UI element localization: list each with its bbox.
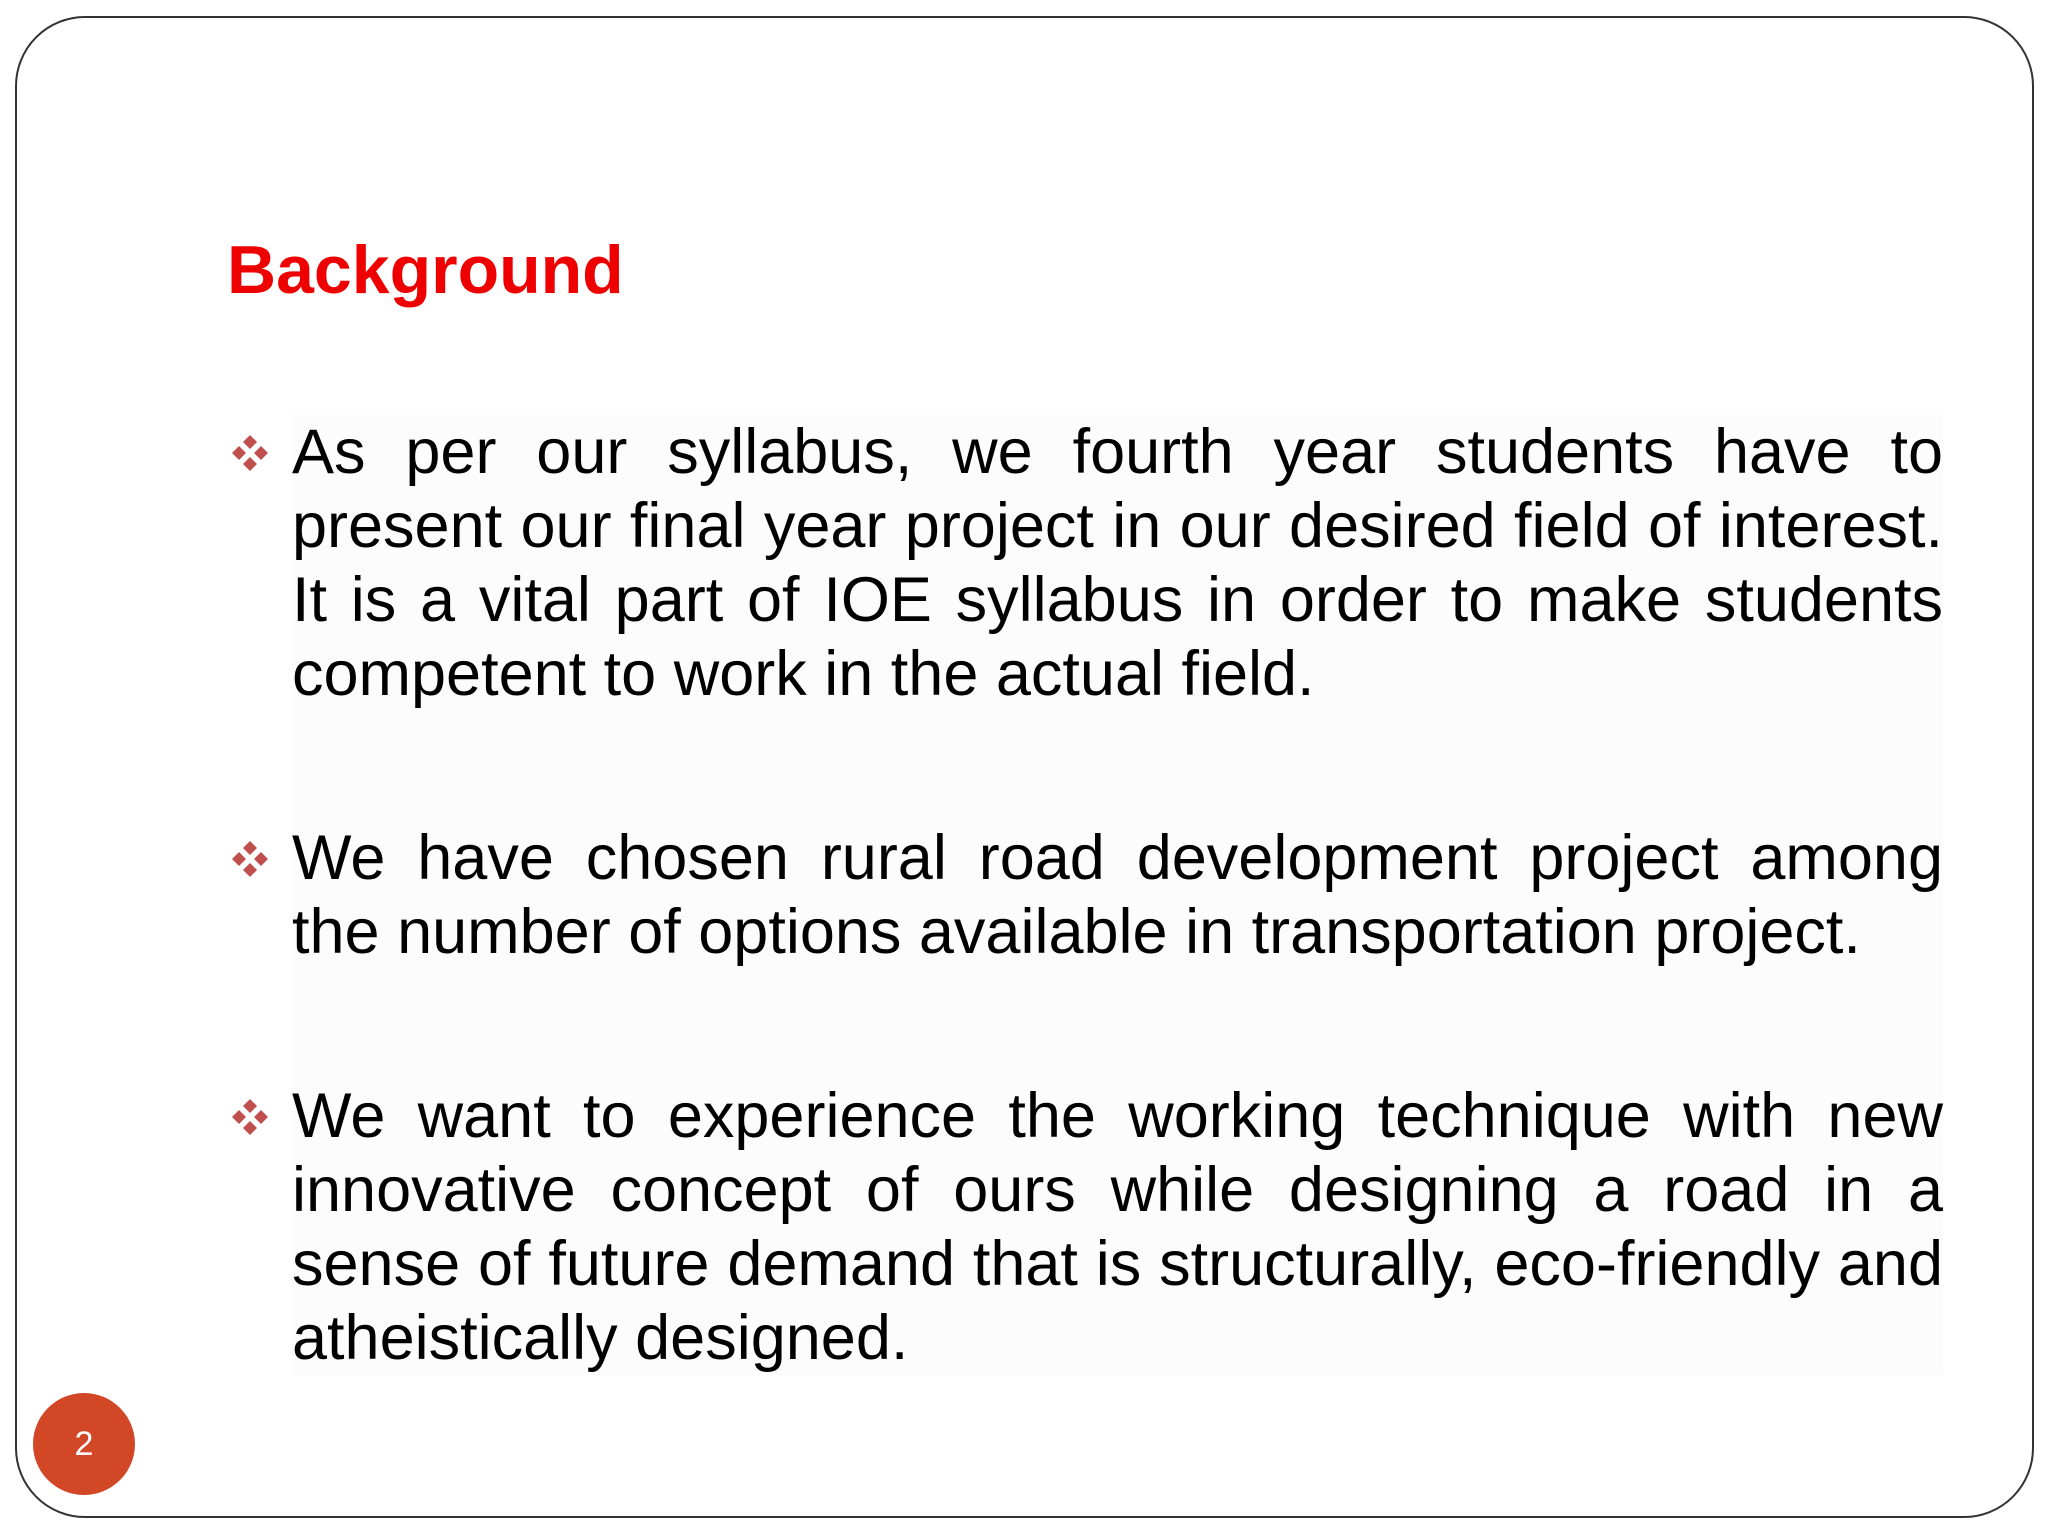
bullet-item-3: [292, 1079, 1943, 1375]
four-diamond-bullet-icon: [230, 839, 270, 879]
bullet-list: [292, 415, 1943, 1375]
bullet-text: We want to experience the working technique with new innovative concept of ours while designing a road in a sense of future demand that is structurally, eco-friendly and atheistically designed.: [292, 1081, 1943, 1373]
bullet-item-2: [292, 821, 1943, 969]
bullet-text: As per our syllabus, we fourth year students have to present our final year project in our desired field of interest. It is a vital part of IOE syllabus in order to make students competent to work in the actual field.: [292, 417, 1943, 709]
slide-title: Background: [227, 232, 624, 308]
bullet-text: We have chosen rural road development project among the number of options available in transportation project.: [292, 823, 1943, 967]
four-diamond-bullet-icon: [230, 1097, 270, 1137]
page-number-badge: 2: [33, 1393, 135, 1495]
bullet-item-1: [292, 415, 1943, 711]
four-diamond-bullet-icon: [230, 433, 270, 473]
